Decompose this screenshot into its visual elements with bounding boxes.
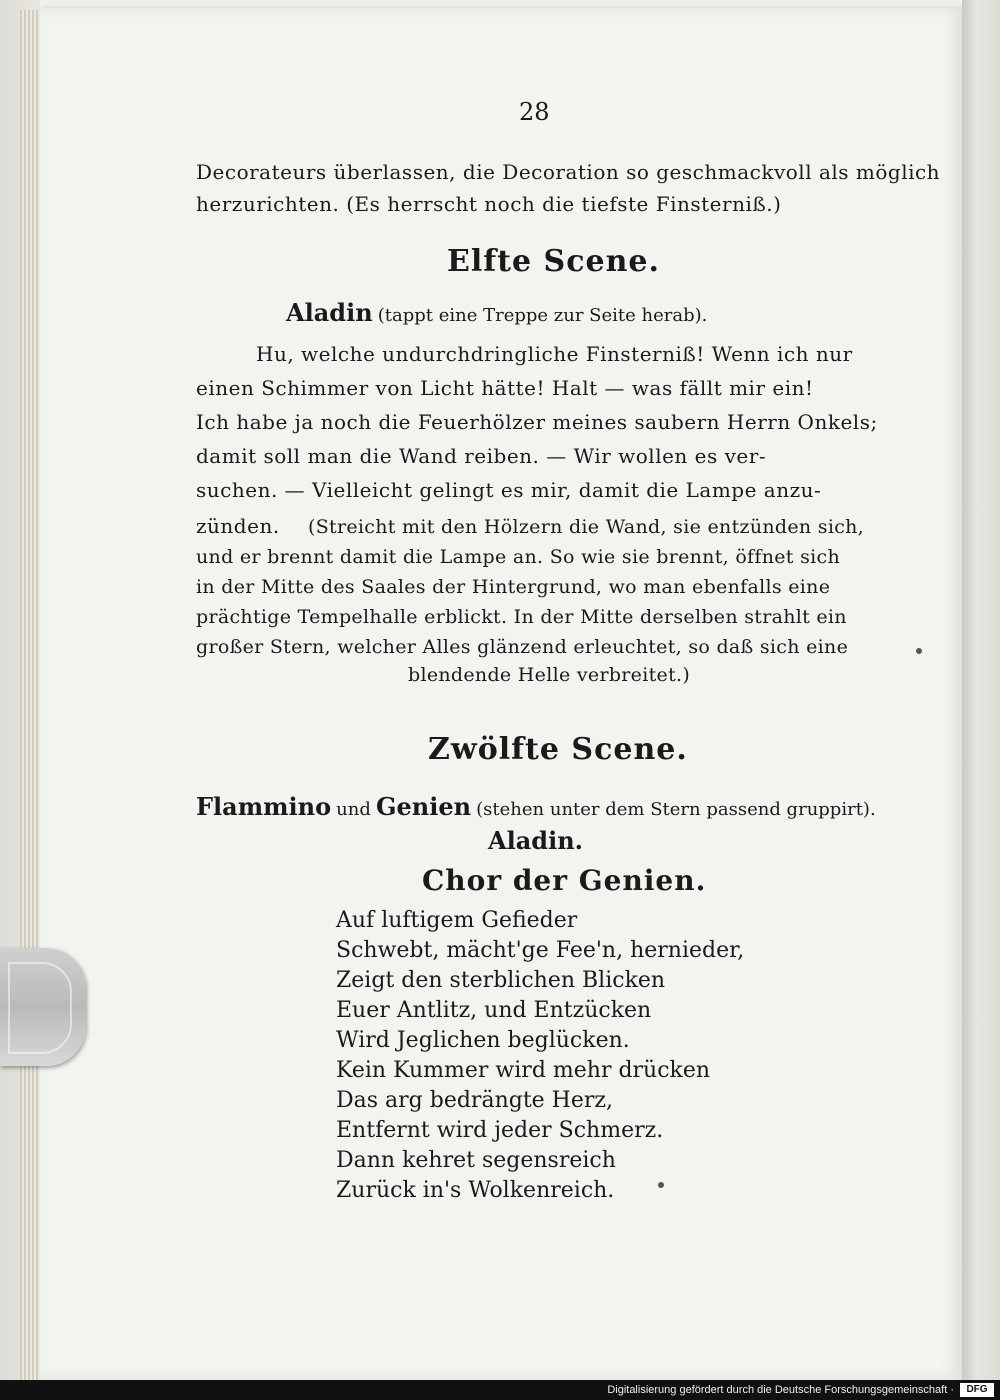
speech-line: Hu, welche undurchdringliche Finsterniß! Wenn ich nur [256, 342, 853, 366]
stage-direction-line: blendende Helle verbreitet.) [408, 664, 691, 686]
dfg-logo: DFG [960, 1383, 994, 1397]
speech-line: Ich habe ja noch die Feuerhölzer meines saubern Herrn Onkels; [196, 410, 878, 434]
verse-line: Entfernt wird jeder Schmerz. [336, 1118, 664, 1143]
page-number: 28 [519, 98, 550, 126]
verse-line: Schwebt, mächt'ge Fee'n, hernieder, [336, 938, 745, 963]
conjunction: und [336, 799, 371, 820]
speaker-name: Aladin. [488, 826, 583, 855]
speaker-line [196, 792, 876, 821]
verse-line: Euer Antlitz, und Entzücken [336, 998, 652, 1023]
speech-line: damit soll man die Wand reiben. — Wir wollen es ver- [196, 444, 767, 468]
ink-speck [916, 648, 922, 654]
stage-direction-line: großer Stern, welcher Alles glänzend erleuchtet, so daß sich eine [196, 636, 849, 658]
intro-line: herzurichten. (Es herrscht noch die tiefste Finsterniß.) [196, 192, 782, 216]
speaker-name: Genien [375, 792, 472, 821]
verse-line: Das arg bedrängte Herz, [336, 1088, 613, 1113]
verse-line: Zurück in's Wolkenreich. [336, 1178, 615, 1203]
speech-line: einen Schimmer von Licht hätte! Halt — was fällt mir ein! [196, 376, 814, 400]
scene-title: Zwölfte Scene. [428, 732, 688, 767]
page-stack-edges [20, 10, 42, 1380]
intro-line: Decorateurs überlassen, die Decoration so geschmackvoll als möglich [196, 160, 941, 184]
stage-direction: (stehen unter dem Stern passend gruppirt). [476, 799, 876, 820]
stage-direction-line: (Streicht mit den Hölzern die Wand, sie entzünden sich, [308, 516, 865, 538]
speech-line: suchen. — Vielleicht gelingt es mir, damit die Lampe anzu- [196, 478, 822, 502]
verse-line: Auf luftigem Gefieder [336, 908, 578, 933]
stage-direction-line: prächtige Tempelhalle erblickt. In der Mitte derselben strahlt ein [196, 606, 847, 628]
verse-line: Wird Jeglichen beglücken. [336, 1028, 630, 1053]
footer-bar [0, 1380, 1000, 1400]
facing-page-edge [962, 0, 1000, 1400]
scene-title: Elfte Scene. [447, 244, 660, 279]
ink-speck [658, 1182, 664, 1188]
chorus-title: Chor der Genien. [422, 864, 707, 897]
speaker-line [286, 298, 707, 327]
stage-direction: (tappt eine Treppe zur Seite herab). [377, 305, 708, 326]
speech-line: zünden. [196, 514, 280, 538]
speaker-name: Aladin [286, 298, 373, 327]
verse-line: Kein Kummer wird mehr drücken [336, 1058, 711, 1083]
verse-line: Dann kehret segensreich [336, 1148, 616, 1173]
stage-direction-line: und er brennt damit die Lampe an. So wie sie brennt, öffnet sich [196, 546, 840, 568]
footer-credit: Digitalisierung gefördert durch die Deutsche Forschungsgemeinschaft · [607, 1384, 954, 1396]
page-clip [0, 948, 86, 1066]
stage-direction-line: in der Mitte des Saales der Hintergrund, wo man ebenfalls eine [196, 576, 831, 598]
speaker-name: Flammino [196, 792, 332, 821]
verse-line: Zeigt den sterblichen Blicken [336, 968, 666, 993]
